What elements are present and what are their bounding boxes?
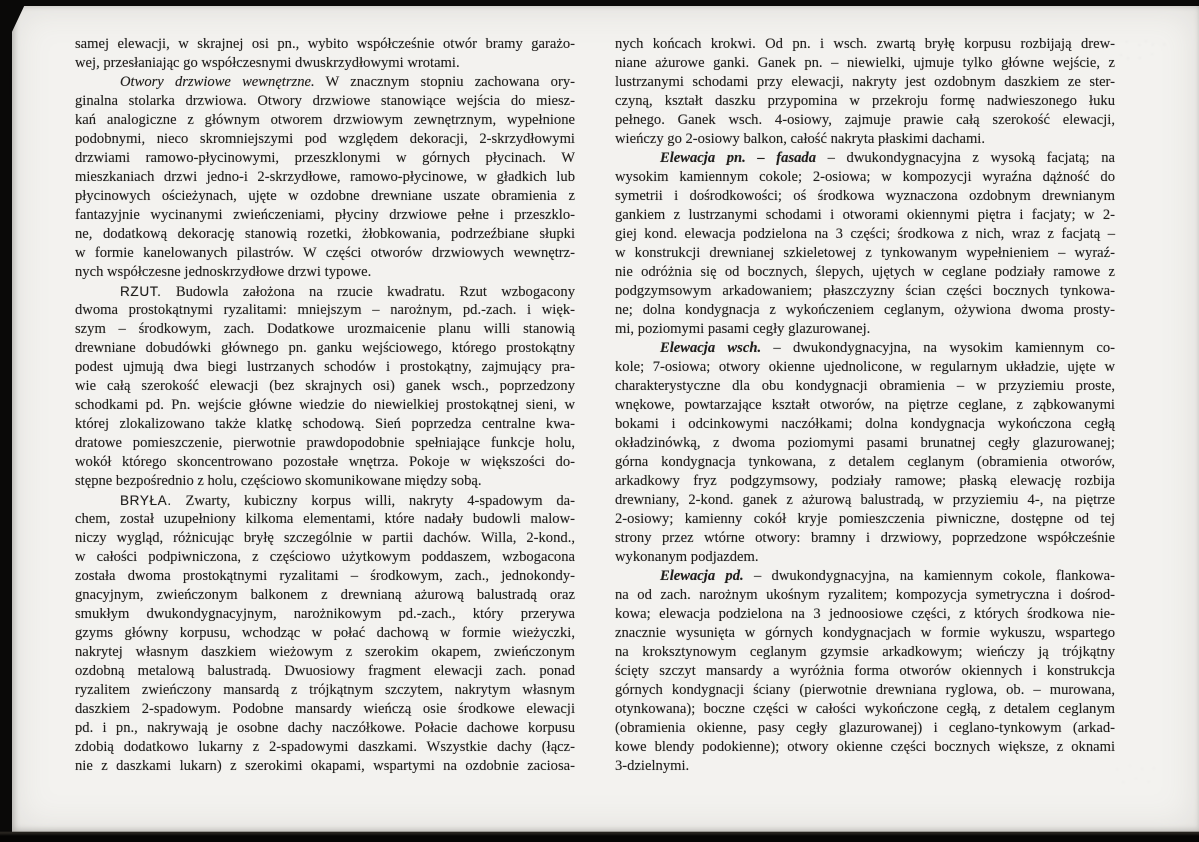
text-line: nych końcach krokwi. Od pn. i wsch. zwartą bryłę korpusu rozbijają drew- [615, 36, 1115, 52]
text-line: arkadkowy fryz podgzymsowy, podziały ramowe; płaską elewację rozbija [615, 473, 1115, 489]
paragraph-lead: Otwory drzwiowe wewnętrzne. [120, 74, 315, 90]
text-line: której zlokalizowano także klatkę schodową. Sień poprzedza centralne kwa- [75, 416, 575, 432]
text-line: nie odróżnia się od bocznych, ślepych, ujętych w ceglane podziały ramowe z [615, 264, 1115, 280]
text-line: charakterystyczne dla obu kondygnacji obramienia – w przyziemiu proste, [615, 378, 1115, 394]
text-line: chem, został uzupełniony kilkoma elementami, które nadały budowli malow- [75, 511, 575, 527]
text-line: na kroksztynowym ceglanym gzymsie arkadkowym; wieńczy ją trójkątny [615, 644, 1115, 660]
text-line: symetrii i dośrodkowości; oś środkowa wyznaczona ozdobnym drewnianym [615, 188, 1115, 204]
text-line: podest ujmują dwa biegi lustrzanych schodów i prostokątny, zajmujący pra- [75, 359, 575, 375]
text-line: ścięty szczyt mansardy a wyróżnia forma otworów okiennych i konstrukcja [615, 663, 1115, 679]
left-text-column [75, 35, 575, 776]
text-line: strony przez wtórne otwory: bramny i drzwiowy, poprzedzone współcześnie [615, 530, 1115, 546]
text-line [615, 339, 1115, 358]
text-line: wie całą szerokość elewacji (bez skrajnych osi) ganek wsch., poprzedzony [75, 378, 575, 394]
scan-edge-shadow-bottom [0, 831, 1199, 842]
text-line: znacznie wysunięta w górnych kondygnacjach w formie wykuszu, wspartego [615, 625, 1115, 641]
text-line: drewniane dobudówki głównego pn. ganku wejściowego, którego prostokątny [75, 340, 575, 356]
text-line: daszkiem 2-spadowym. Podobne mansardy wieńczą osie środkowe elewacji [75, 701, 575, 717]
text-line: czyną, kształt daszku przypomina w przekroju formę nadwieszonego łuku [615, 93, 1115, 109]
text-line: niane ażurowe ganki. Ganek pn. – niewielki, ujmuje tylko główne wejście, z [615, 55, 1115, 71]
right-text-column [615, 35, 1115, 776]
text-line: stępne bezpośrednio z holu, częściowo skomunikowane między sobą. [75, 473, 482, 489]
text-line: 3-dzielnymi. [615, 758, 690, 774]
text-line: nych współczesne jednoskrzydłowe drzwi typowe. [75, 264, 372, 280]
text-line: na od zach. narożnym ukośnym ryzalitem; kompozycja symetryczna i dośrod- [615, 587, 1115, 603]
text-line: ozdobną metalową balustradą. Dwuosiowy fragment elewacji zach. ponad [75, 663, 575, 679]
text-line [615, 149, 1115, 168]
text-line: kań analogiczne z głównym otworem drzwiowym zewnętrznym, wypełnione [75, 112, 575, 128]
text-line: wieńczy go 2-osiowy balkon, całość nakryta płaskimi dachami. [615, 131, 986, 147]
text-line: samej elewacji, w skrajnej osi pn., wybito współcześnie otwór bramy garażo- [75, 36, 575, 52]
text-line: giej kond. elewacja podzielona na 3 części; środkowa z nich, wraz z facjatą – [615, 226, 1115, 242]
text-line: pd. i pn., nakrywają je osobne dachy naczółkowe. Połacie dachowe korpusu [75, 720, 575, 736]
faint-pencil-marks-bottom-right: · ˙ · · · ˙ · [1116, 764, 1159, 789]
text-line: lustrzanymi schodami przy elewacji, nakryty jest ozdobnym daszkiem ze ster- [615, 74, 1115, 90]
paragraph-lead: BRYŁA. [120, 493, 172, 508]
text-line [75, 73, 575, 92]
line-text: Zwarty, kubiczny korpus willi, nakryty 4-spadowym da- [171, 493, 575, 509]
text-line: gankiem z lustrzanymi schodami i otworami okiennymi piętra i facjaty; w 2- [615, 207, 1115, 223]
text-line: okładzinówką, z dwoma poziomymi pasami brunatnej cegły glazurowanej; [615, 435, 1115, 451]
text-line: dratowe pomieszczenie, pierwotnie prawdopodobnie spełniające funkcje holu, [75, 435, 575, 451]
text-line: ne; dolna kondygnacja z wykończeniem ceglanym, ożywiona dwoma prosty- [615, 302, 1115, 318]
text-line: w formie kanelowanych pilastrów. W części otworów drzwiowych wewnętrz- [75, 245, 575, 261]
text-line: ginalna stolarka drzwiowa. Otwory drzwiowe stanowiące wejścia do miesz- [75, 93, 575, 109]
line-text: – dwukondygnacyjna, na wysokim kamiennym co- [761, 340, 1115, 356]
text-line: została dwoma prostokątnymi ryzalitami – środkowym, zach., jednokondy- [75, 568, 575, 584]
text-line: podgzymsowym arkadowaniem; płaszczyzny ścian części bocznych tynkowa- [615, 283, 1115, 299]
text-line: górna kondygnacja tynkowana, z detalem ceglanym (obramienia otworów, [615, 454, 1115, 470]
text-line: drewniany, 2-kond. ganek z ażurową balustradą, w przyziemiu 4-, na piętrze [615, 492, 1115, 508]
paper-sheet [12, 6, 1199, 832]
text-line [75, 282, 575, 301]
text-line [75, 491, 575, 510]
text-line: bokami i odcinkowymi naczółkami; dolna kondygnacja wykończona cegłą [615, 416, 1115, 432]
text-line: ryzalitem zwieńczony mansardą z trójkątnym szczytem, nakrytym własnym [75, 682, 575, 698]
text-line: podobnymi, nieco skromniejszymi pod względem dekoracji, 2-skrzydłowymi [75, 131, 575, 147]
text-line: wykonanym podjazdem. [615, 549, 759, 565]
text-line: wej, przesłaniając go współczesnymi dwuskrzydłowymi wrotami. [75, 55, 460, 71]
text-line: w całości podpiwniczona, z częściowo użytkowym poddaszem, wzbogacona [75, 549, 575, 565]
paragraph-lead: Elewacja wsch. [660, 340, 762, 356]
text-line: nie z daszkami lukarn) z szerokimi okapami, wspartymi na ozdobnie zaciosa- [75, 758, 575, 774]
text-line: (obramienia okienne, pasy cegły glazurowanej) i ceglano-tynkowym (arkad- [615, 720, 1115, 736]
text-line: kowe blendy podokienne); otwory okienne części bocznych większe, z oknami [615, 739, 1115, 755]
text-line: kole; 7-osiowa; otwory okienne ujednolicone, w regularnym układzie, ujęte w [615, 359, 1115, 375]
text-line: mieszkaniach drzwi jedno-i 2-skrzydłowe, ramowo-płycinowe, w gładkich lub [75, 169, 575, 185]
line-text: – dwukondygnacyjna z wysoką facjatą; na [816, 150, 1115, 166]
text-line: szym – środkowym, zach. Dodatkowe urozmaicenie planu willi stanowią [75, 321, 575, 337]
text-line: wokół którego skoncentrowano pozostałe wnętrza. Pokoje w większości do- [75, 454, 575, 470]
text-line: wysokim kamiennym cokole; 2-osiowa; w kompozycji wyraźna dążność do [615, 169, 1115, 185]
line-text: – dwukondygnacyjna, na kamiennym cokole, flankowa- [743, 568, 1115, 584]
paragraph-lead: Elewacja pd. [660, 568, 744, 584]
text-line [615, 567, 1115, 586]
text-line: niczy wygląd, różnicując bryłę szczególnie w partii dachów. Willa, 2-kond., [75, 530, 575, 546]
text-line: kowa; elewacja podzielona na 3 jednoosiowe części, z których środkowa nie- [615, 606, 1115, 622]
text-line: gzyms główny korpusu, wchodząc w połać dachową w formie wieżyczki, [75, 625, 575, 641]
paragraph-lead: Elewacja pn. – fasada [660, 150, 817, 166]
text-line: górnych kondygnacji ściany (pierwotnie drewniana ryglowa, ob. – murowana, [615, 682, 1115, 698]
text-line: płycinowych ościeżynach, ujęte w ozdobne drewniane uszate obramienia z [75, 188, 575, 204]
line-text: W znacznym stopniu zachowana ory- [314, 74, 575, 90]
text-line: smukłym dwukondygnacyjnym, narożnikowym pd.-zach., który przerywa [75, 606, 575, 622]
text-line: schodkami pd. Pn. wejście główne wiedzie do niewielkiej prostokątnej sieni, w [75, 397, 575, 413]
text-line: 2-osiowy; kamienny cokół kryje pomieszczenia piwniczne, dostępne od tej [615, 511, 1115, 527]
text-line: nakrytej własnym daszkiem wieżowym z szerokim okapem, zwieńczonym [75, 644, 575, 660]
text-line: w konstrukcji drewnianej szkieletowej z tynkowanym wypełnieniem – wyraź- [615, 245, 1115, 261]
text-line: gnacyjnym, zwieńczonym balkonem z drewnianą ażurową balustradą oraz [75, 587, 575, 603]
text-line: zdobią dodatkowo lukarny z 2-spadowymi daszkami. Wszystkie dachy (łącz- [75, 739, 575, 755]
text-line: mi, poziomymi pasami cegły glazurowanej. [615, 321, 871, 337]
line-text: Budowla założona na rzucie kwadratu. Rzut wzbogacony [161, 284, 575, 300]
text-line: otynkowana); boczne części w całości wykończone cegłą, z detalem ceglanym [615, 701, 1115, 717]
page-text [75, 35, 1115, 776]
text-line: wnękowe, powtarzające kształt otworów, na piętrze ceglane, z ząbkowanymi [615, 397, 1115, 413]
text-line: pełnego. Ganek wsch. 4-osiowy, zajmuje prawie całą szerokość elewacji, [615, 112, 1115, 128]
paragraph-lead: RZUT. [120, 284, 162, 299]
faint-pencil-marks-top-right: · ˙ ·˙· · ˙· · ˙ [1112, 40, 1169, 65]
text-line: drzwiami ramowo-płycinowymi, przeszklonymi w górnych płycinach. W [75, 150, 575, 166]
text-line: ne, dodatkową dekorację stanowią rozetki, żłobkowania, podrzeźbiane słupki [75, 226, 575, 242]
text-line: fantazyjnie wycinanymi zwieńczeniami, płyciny drzwiowe pełne i przeszklo- [75, 207, 575, 223]
text-line: dwoma prostokątnymi ryzalitami: mniejszym – narożnym, pd.-zach. i więk- [75, 302, 575, 318]
